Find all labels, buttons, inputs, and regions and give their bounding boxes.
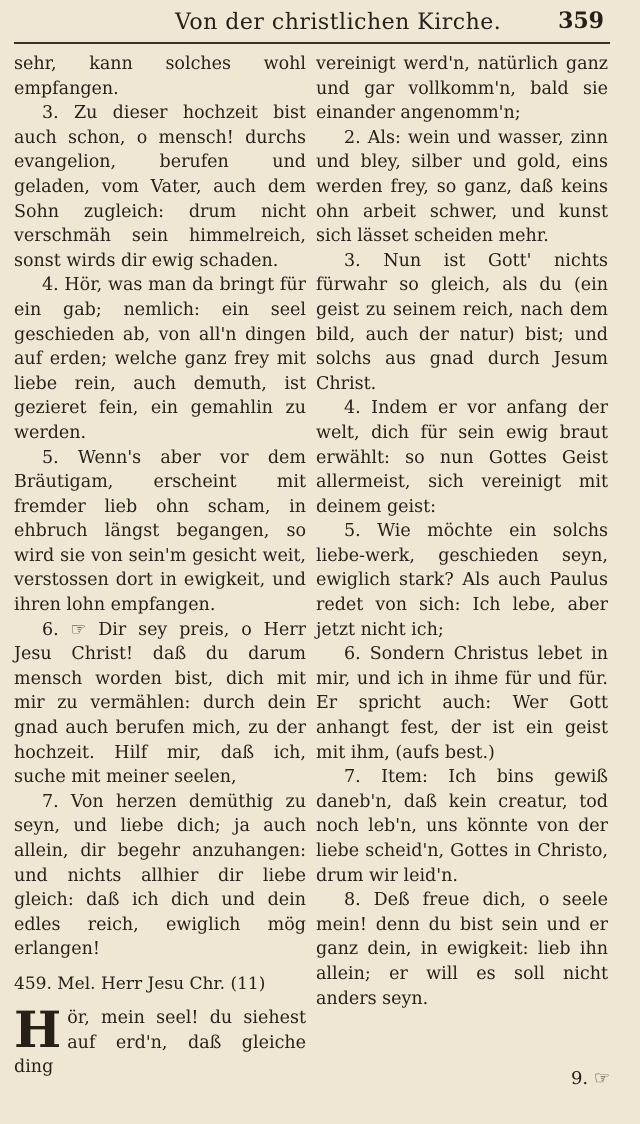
- running-head: Von der christlichen Kirche.: [175, 10, 502, 35]
- verse-8: 8. Deß freue dich, o seele mein! denn du bist sein und er ganz dein, in ewigkeit: lieb ihn allein; er will es soll nicht anders seyn.: [316, 890, 608, 1009]
- page-number: 359: [558, 8, 604, 34]
- hymn-start: [14, 999, 306, 1080]
- verse-4: 4. Indem er vor anfang der welt, dich für sein ewig braut erwählt: so nun Gottes Geist allermeist, sich vereinigt mit deinem geist:: [316, 398, 608, 517]
- verse-4: 4. Hör, was man da bringt für ein gab; nemlich: ein seel geschieden ab, von all'n dingen auf erden; welche ganz frey mit liebe rein, auch demuth, ist gezieret fein, ein gemahlin zu werden.: [14, 275, 306, 443]
- verse-5: 5. Wenn's aber vor dem Bräutigam, erscheint mit fremder lieb ohn scham, in ehbruch längst begangen, so wird sie von sein'm gesicht weit, verstossen dort in ewigkeit, und ihren lohn empfangen.: [14, 447, 306, 616]
- verse-7: 7. Item: Ich bins gewiß daneb'n, daß kein creatur, tod noch leb'n, uns könnte von der liebe scheid'n, Gottes in Christo, drum wir leid'n.: [316, 767, 608, 886]
- hymn-first-lines: ör, mein seel! du siehest auf erd'n, daß gleiche ding: [14, 1007, 306, 1078]
- continuation-text: sehr, kann solches wohl empfangen.: [14, 54, 306, 99]
- left-column: [14, 52, 306, 1080]
- verse-5: 5. Wie möchte ein solchs liebe-werk, geschieden seyn, ewiglich stark? Als auch Paulus redet von sich: Ich lebe, aber jetzt nicht ich;: [316, 521, 608, 640]
- header-rule: [14, 42, 610, 44]
- verse-6: 6. Sondern Christus lebet in mir, und ich in ihme für und für. Er spricht auch: Wer Gott anhangt fest, der ist ein geist mit ihm, (aufs best.): [316, 644, 608, 763]
- continuation-text: vereinigt werd'n, natürlich ganz und gar vollkomm'n, bald sie einander angenomm'n;: [316, 54, 608, 124]
- verse-3: 3. Zu dieser hochzeit bist auch schon, o mensch! durchs evangelion, berufen und geladen, vom Vater, auch dem Sohn zugleich: drum nicht verschmäh sein himmelreich, sonst wirds dir ewig schaden.: [14, 103, 306, 271]
- catchword: 9. ☞: [570, 1068, 610, 1089]
- verse-3: 3. Nun ist Gott' nichts fürwahr so gleich, als du (ein geist zu seinem reich, nach dem bild, auch der natur) bist; und solchs aus gnad durch Jesum Christ.: [316, 250, 608, 394]
- verse-6: 6. ☞ Dir sey preis, o Herr Jesu Christ! daß du darum mensch worden bist, dich mit mir zu vermählen: durch dein gnad auch berufen mich, zu der hochzeit. Hilf mir, daß ich, suche mit meiner seelen,: [14, 619, 306, 788]
- verse-7: 7. Von herzen demüthig zu seyn, und liebe dich; ja auch allein, dir begehr anzuhangen: und nichts allhier dir liebe gleich: daß ich dich und dein edles reich, ewiglich mög erlangen!: [14, 791, 306, 960]
- drop-cap: H: [14, 999, 62, 1059]
- page-header: [0, 6, 640, 40]
- verse-2: 2. Als: wein und wasser, zinn und bley, silber und gold, eins werden frey, so ganz, daß keins ohn arbeit schwer, und kunst sich lässet scheiden mehr.: [316, 127, 608, 247]
- right-column: [316, 52, 608, 1011]
- hymn-heading: 459. Mel. Herr Jesu Chr. (11): [14, 973, 266, 994]
